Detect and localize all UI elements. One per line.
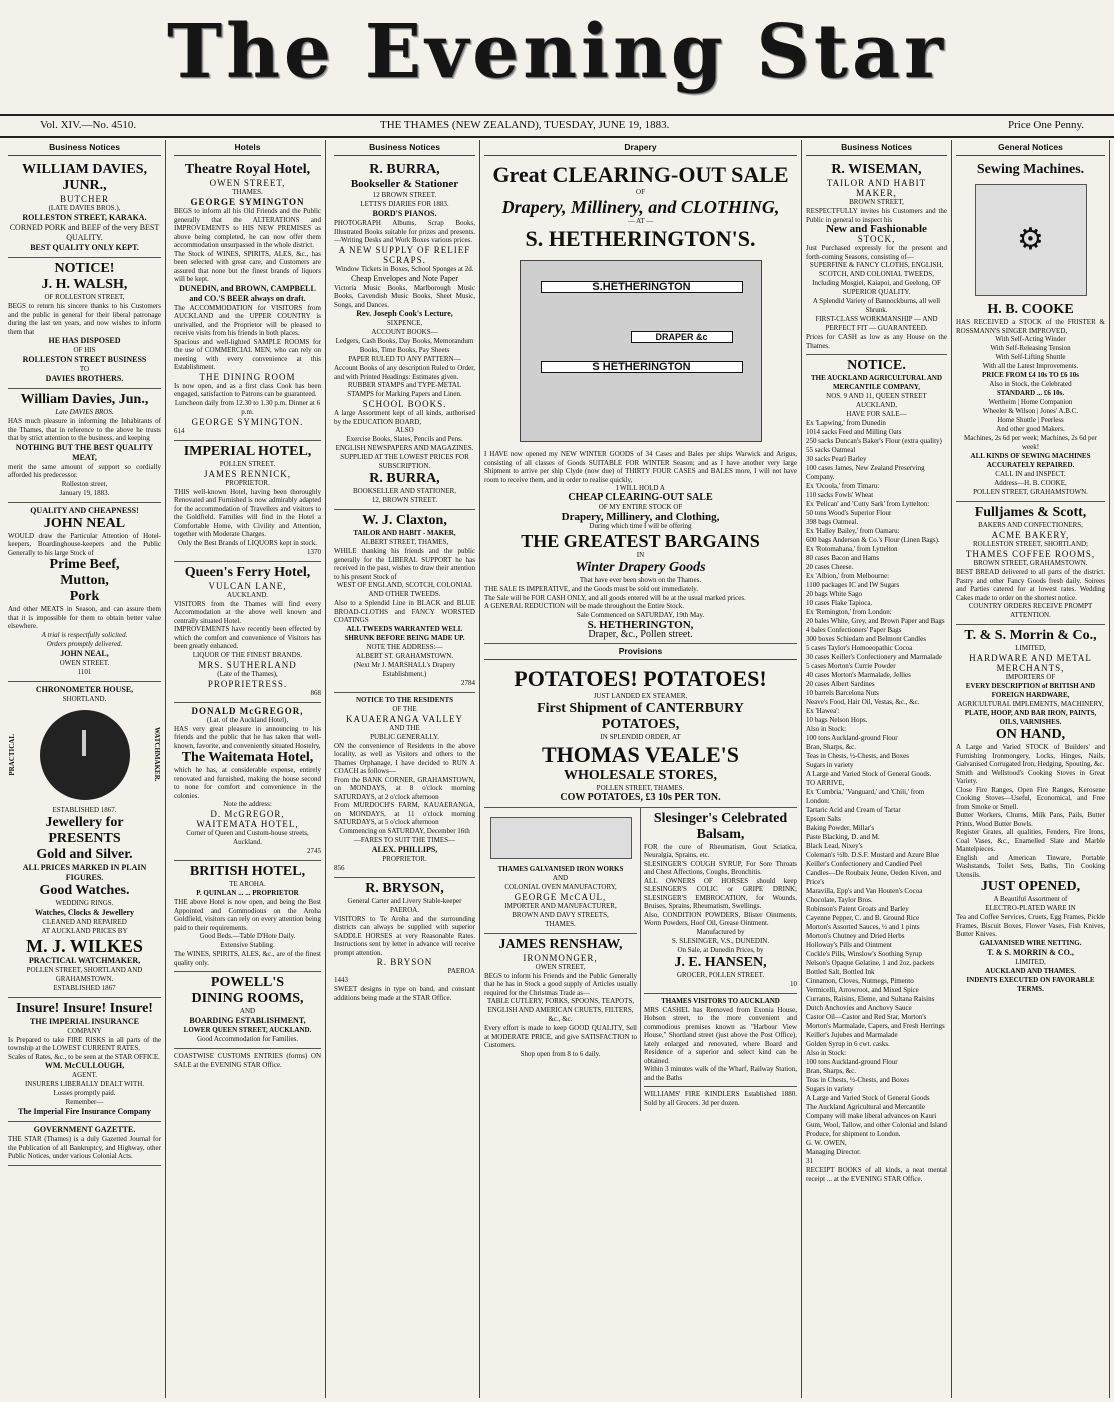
ad-williams-kindlers: WILLIAMS' FIRE KINDLERS Established 1880. Sold by all Grocers. 3d per dozen. (644, 1090, 797, 1107)
ad-theatre-royal-hotel: Theatre Royal Hotel, OWEN STREET, THAMES. GEORGE SYMINGTON BEGS to inform all his Old Friends and the Public generally that the ALTERATIONS and IMPROVEMENTS to HIS NEW PREMISES as above being completed, he can now offer them accommodation unsurpassed in the whole district. The Stock of WINES, SPIRITS, ALES, &c., has been selected with great care, and Customers are assured that none but the finest brands of liquors will be kept. DUNEDIN, and BROWN, CAMPBELL and CO.'S BEER always on draft. The ACCOMMODATION for VISITORS from AUCKLAND and the UPPER COUNTRY is unrivalled, and the Proprietor will be pleased to receive visits from his friends in both places. Spacious and well-lighted SAMPLE ROOMS for the use of COMMERCIAL MEN, who can rely on meeting with every convenience at this Establishment. THE DINING ROOM Is now open, and as a first class Cook has been engaged, satisfaction to Patrons can be guaranteed. Luncheon daily from 12.30 to 1.30 p.m. Dinner at 6 p.m. GEORGE SYMINGTON. 614 (174, 159, 321, 441)
stock-line: Cockle's Pills, Winslow's Soothing Syrup (806, 950, 922, 958)
stock-line: Chocolate, Taylor Bros. (806, 896, 873, 904)
provisions-heading: Provisions (484, 644, 797, 660)
stock-line: Ex 'Cumbria,' 'Vanguard,' and 'Chili,' from London: (806, 788, 925, 805)
stock-line: 30 cases Keiller's Confectionery and Marmalade (806, 653, 942, 661)
stock-line: Bottled Salt, Bottled Ink (806, 968, 875, 976)
column-2 (170, 140, 326, 1398)
column-6 (952, 140, 1110, 1398)
stock-line: Also in Stock: (806, 1049, 847, 1057)
ad-burra-bookseller: R. BURRA, Bookseller & Stationer 12 BROWN STREET. LETTS'S DIARIES FOR 1883. BORD'S PIANOS. PHOTOGRAPH Albums, Scrap Books, Illustrated Books suitable for prizes and presents.—Writing Desks and Work Boxes various prices. A NEW SUPPLY OF RELIEF SCRAPS. Window Tickets in Boxes, School Sponges at 2d. Cheap Envelopes and Note Paper Victoria Music Books, Marlborough Music Books, Cavendish Music Books, Sheet Music, Songs, and Dances. Rev. Joseph Cook's Lecture, SIXPENCE, ACCOUNT BOOKS— Ledgers, Cash Books, Day Books, Memorandum Books, Time Books, Pay Sheets PAPER RULED TO ANY PATTERN— Account Books of any description Ruled to Order, and with Printed Headings: Estimates given. RUBBER STAMPS and TYPE-METAL STAMPS for Marking Papers and Linen. SCHOOL BOOKS. A large Assortment kept of all kinds, authorised by the EDUCATION BOARD, ALSO Exercise Books, Slates, Pencils and Pens. ENGLISH NEWSPAPERS AND MAGAZINES. SUPPLIED AT THE LOWEST PRICES FOR SUBSCRIPTION. R. BURRA, BOOKSELLER AND STATIONER, 12, BROWN STREET. (334, 159, 475, 510)
ad-kauaeranga-coach: NOTICE TO THE RESIDENTS OF THE KAUAERANGA VALLEY AND THE PUBLIC GENERALLY. ON the convenience of Residents in the above locality, as well as Visitors and others to the Thames Orphanage, I have decided to RUN A COACH as follows— From the BANK CORNER, GRAHAMSTOWN, on MONDAYS, at 8 o'clock morning SATURDAYS, at 2 o'clock afternoon From MURDOCH'S FARM, KAUAERANGA, on MONDAYS, at 11 o'clock morning SATURDAYS, at 5 o'clock afternoon Commencing on SATURDAY, December 16th —FARES TO SUIT THE TIMES— ALEX. PHILLIPS, PROPRIETOR. 856 (334, 693, 475, 878)
stock-line: A Large and Varied Stock of General Goods (806, 1094, 930, 1102)
stock-line: Paste Blacking, D. and M. (806, 833, 880, 841)
stock-line: 10 barrels Barcelona Nuts (806, 689, 879, 697)
sewing-machine-icon: ⚙ (975, 184, 1087, 296)
stock-line: Ex 'Ocoola,' from Timaru: (806, 482, 880, 490)
ad-bryson-stables: R. BRYSON, General Carter and Livery Stable-keeper PAEROA. VISITORS to Te Aroha and the surrounding districts can always be supplied with superior SADDLE HORSES at very Reasonable Rates. Instructions sent by letter in advance will receive prompt attention. R. BRYSON PAEROA 1443 SWEET designs in type on band, and constant additions being made at the STAR Office. (334, 880, 475, 1002)
stock-line: Maravilla, Epp's and Van Houten's Cocoa (806, 887, 923, 895)
stock-line: Cayenne Pepper, C. and B. Ground Rice (806, 914, 920, 922)
stock-line: Coleman's ½lb. D.S.F. Mustard and Azure Blue (806, 851, 940, 859)
stock-line: The Auckland Agricultural and Mercantile Company will make liberal advances on Kauri Gum, Wool, Tallow, and other Colonial and Island Produce, for shipment to London. (806, 1103, 947, 1138)
ad-wiseman-tailor: R. WISEMAN, TAILOR AND HABIT MAKER, BROWN STREET, RESPECTFULLY invites his Customers and the Public in general to inspect his New and Fashionable STOCK, Just Purchased expressly for the present and forth-coming Seasons, consisting of— SUPERFINE & FANCY CLOTHS, ENGLISH, SCOTCH, AND COLONIAL TWEEDS, Including Mosgiel, Kaiapoi, and Geelong, OF SUPERIOR QUALITY. A Splendid Variety of Bannockburns, all well Shrunk. FIRST-CLASS WORKMANSHIP — AND PERFECT FIT — GUARANTEED. Prices for CASH as low as any House on the Thames. (806, 159, 947, 355)
ad-slesinger-balsam: Slesinger's Celebrated Balsam, FOR the cure of Rheumatism, Gout Sciatica, Neuralgia, Sprains, etc. SLESINGER'S COUGH SYRUP, For Sore Throats and Chest Affections, Coughs, Bronchitis. ALL OWNERS OF HORSES should keep SLESINGER'S COLIC or GRIPE DRINK; SLESINGER'S EMBROCATION, for Wounds, Bruises, Sprains, Rheumatism, Swellings. Also, CONDITION POWDERS, Blister Ointments, Worm Powders, Hoof Oil, Grease Ointment. Manufactured by S. SLESINGER, V.S., DUNEDIN. On Sale, at Dunedin Prices, by J. E. HANSEN, GROCER, POLLEN STREET. 10 (644, 808, 797, 994)
stock-line: 1014 sacks Feed and Milling Oats (806, 428, 902, 436)
stock-line: 20 cases Albert Sardines (806, 680, 875, 688)
stock-line: 50 tons Wood's Superior Flour (806, 509, 892, 517)
stock-line: 20 bags White Sago (806, 590, 863, 598)
stock-line: 100 tons Auckland-ground Flour (806, 1058, 898, 1066)
price: Price One Penny. (1008, 119, 1084, 131)
ad-walsh-notice: NOTICE! J. H. WALSH, OF ROLLESTON STREET, BEGS to return his sincere thanks to his Customers and the public in general for their liberal patronage during the last ten years, and now wishes to inform them that HE HAS DISPOSED OF HIS ROLLESTON STREET BUSINESS TO DAVIES BROTHERS. (8, 258, 161, 389)
stock-line: 398 bags Oatmeal. (806, 518, 859, 526)
stock-line: Morton's Marmalade, Capers, and Fresh Herrings (806, 1022, 945, 1030)
stock-line: 100 tons Auckland-ground Flour (806, 734, 898, 742)
stock-line: 4 bales Confectioners' Paper Bags (806, 626, 902, 634)
column-5 (802, 140, 952, 1398)
column-heading: Business Notices (8, 140, 161, 156)
ad-renshaw-ironmonger: JAMES RENSHAW, IRONMONGER, OWEN STREET, BEGS to inform his Friends and the Public Generally that he has in Stock a good supply of Articles usually required for the Christmas Trade as— TABLE CUTLERY, FORKS, SPOONS, TEAPOTS, ENGLISH AND AMERICAN CRUETS, FILTERS, &c., &c. Every effort is made to keep GOOD QUALITY, Sell at MODERATE PRICE, and give SATISFACTION to Customers. Shop open from 8 to 6 daily. (484, 936, 637, 1058)
column-4-right-half (641, 808, 797, 1112)
stock-line: 20 cases Cheese. (806, 563, 854, 571)
column-heading: Business Notices (806, 140, 947, 156)
stock-line: Morton's Chutney and Dried Herbs (806, 932, 905, 940)
ad-chronometer-house: CHRONOMETER HOUSE, SHORTLAND. PRACTICAL WATCHMAKER. ESTABLISHED 1867. Jewellery for PRESENTS Gold and Silver. ALL PRICES MARKED IN PLAIN FIGURES. Good Watches. WEDDING RINGS. Watches, Clocks & Jewellery CLEANED AND REPAIRED AT AUCKLAND PRICES BY M. J. WILKES PRACTICAL WATCHMAKER, POLLEN STREET, SHORTLAND AND GRAHAMSTOWN. ESTABLISHED 1867 (8, 682, 161, 998)
ad-imperial-insurance: Insure! Insure! Insure! THE IMPERIAL INSURANCE COMPANY Is Prepared to take FIRE RISKS in all parts of the township at the LOWEST CURRENT RATES. Scales of Rates, &c., to be seen at the STAR OFFICE. WM. McCULLOUGH, AGENT. INSURERS LIBERALLY DEALT WITH. Losses promptly paid. Remember— The Imperial Fire Insurance Company (8, 998, 161, 1123)
ad-morrin-hardware: T. & S. Morrin & Co., LIMITED, HARDWARE AND METAL MERCHANTS, IMPORTERS OF EVERY DESCRIPTION of BRITISH AND FOREIGN HARDWARE, AGRICULTURAL IMPLEMENTS, MACHINERY, PLATE, HOOP, AND BAR IRON, PAINTS, OILS, VARNISHES. ON HAND, A Large and Varied STOCK of Builders' and Furnishing Ironmongery, Locks, Hinges, Nails, Galvanised Corrugated Iron, Hedging, Spouting, &c. Smith and Wellstood's Cooking Stoves in Great Variety. Close Fire Ranges, Open Fire Ranges, Kerosene Cooking Stoves—Useful, Economical, and Free from Smoke or Smell. Butter Workers, Churns, Milk Pans, Pails, Butter Prints, Wood Butter Bowls. Register Grates, all qualities, Fenders, Fire Irons, Coal Vases, &c., Enamelled Slate and Marble Mantelpieces. English and American Tinware, Portable Washstands, Toilet Sets, Baths, Tin Cooking Utensils. JUST OPENED, A Beautiful Assortment of ELECTRO-PLATED WARE IN Tea and Coffee Services, Cruets, Egg Frames, Pickle Frames, Biscuit Boxes, Flower Vases, Fish Knives, Butter Knives. GALVANISED WIRE NETTING. T. & S. MORRIN & CO., LIMITED, AUCKLAND AND THAMES. INDENTS EXECUTED ON FAVORABLE TERMS. (956, 628, 1105, 993)
stock-line: G. W. OWEN, (806, 1139, 847, 1147)
ad-queens-ferry-hotel: Queen's Ferry Hotel, VULCAN LANE, AUCKLAND. VISITORS from the Thames will find every Accommodation at the above well known and centrally situated Hotel. IMPROVEMENTS have recently been effected by which the comfort and convenience of Visitors has been greatly enhanced. LIQUOR OF THE FINEST BRANDS. MRS. SUTHERLAND (Late of the Thames), PROPRIETRESS. 868 (174, 562, 321, 703)
stock-line: Managing Director. (806, 1148, 861, 1156)
ad-coastwise-customs: COASTWISE CUSTOMS ENTRIES (forms) ON SALE at the EVENING STAR Office. (174, 1052, 321, 1069)
stock-line: 80 cases Bacon and Hams (806, 554, 880, 562)
volume-number: Vol. XIV.—No. 4510. (40, 119, 137, 131)
stock-line: 20 bales White, Grey, and Brown Paper and Bags (806, 617, 945, 625)
stock-line: 55 sacks Oatmeal (806, 446, 856, 454)
ad-claxton-tailor: W. J. Claxton, TAILOR AND HABIT - MAKER, ALBERT STREET, THAMES, WHILE thanking his friends and the public generally for the LIBERAL SUPPORT he has received in the past, wishes to draw their attention to his present Stock of WEST OF ENGLAND, SCOTCH, COLONIAL AND OTHER TWEEDS. Also to a Splendid Line in BLACK and BLUE BROAD-CLOTHS and FANCY WORSTED COATINGS ALL TWEEDS WARRANTED WELL SHRUNK BEFORE BEING MADE UP. NOTE THE ADDRESS:— ALBERT ST. GRAHAMSTOWN. (Next Mr J. MARSHALL's Drapery Establishment.) 2784 (334, 510, 475, 693)
ad-hetherington-sale: Great CLEARING-OUT SALE OF Drapery, Millinery, and CLOTHING, — AT — S. HETHERINGTON'S. S.HETHERINGTON DRAPER &c S HETHERINGTON I HAVE now opened my NEW WINTER GOODS of 34 Cases and Bales per ships Warwick and Arigus, consisting of all classes of Goods SUITABLE FOR WINTER Season; and as I have another very large Shipment to arrive per ship Clyde (now due) of THIRTY FOUR CASES and BALES more, I will not have room to receive them, and in order to realise quickly, I WILL HOLD A CHEAP CLEARING-OUT SALE OF MY ENTIRE STOCK OF Drapery, Millinery, and Clothing, During which time I will be offering THE GREATEST BARGAINS IN Winter Drapery Goods That have ever been shown on the Thames. THE SALE IS IMPERATIVE, and the Goods must be sold out immediately. The Sale will be FOR CASH ONLY, and all goods entered will be at the usual marked prices. A GENERAL REDUCTION will be made throughout the Entire Stock. Sale Commenced on SATURDAY, 19th May. S. HETHERINGTON, Draper, &c., Pollen street. (484, 159, 797, 644)
newspaper-title: The Evening Star (167, 9, 947, 95)
agricultural-stock-list (806, 419, 947, 1183)
stock-line: 250 sacks Duncan's Baker's Flour (extra quality) (806, 437, 942, 445)
stock-line: 300 boxes Schiedam and Belmont Candles (806, 635, 926, 643)
column-heading: General Notices (956, 140, 1105, 156)
column-3 (330, 140, 480, 1398)
dateline (0, 114, 1114, 138)
stock-line: TO ARRIVE, (806, 779, 845, 787)
ad-veale-potatoes: POTATOES! POTATOES! JUST LANDED EX STEAMER, First Shipment of CANTERBURY POTATOES, IN SPLENDID ORDER, AT THOMAS VEALE'S WHOLESALE STORES, POLLEN STREET, THAMES. COW POTATOES, £3 10s PER TON. (484, 663, 797, 808)
receipt-books-notice: RECEIPT BOOKS of all kinds, a neat mental receipt ... at the EVENING STAR Office. (806, 1166, 947, 1183)
stock-line: Dutch Anchovies and Anchovy Sauce (806, 1004, 912, 1012)
stock-line: 600 bags Anderson & Co.'s Flour (Linen Bags). (806, 536, 940, 544)
stock-line: Bran, Sharps, &c. (806, 1067, 856, 1075)
ad-cooke-sewing-machines: Sewing Machines. ⚙ H. B. COOKE HAS RECEIVED a STOCK of the FRISTER & ROSSMANN'S SINGER IMPROVED, With Self-Acting Winder With Self-Releasing Tension With Self-Lifting Shuttle With all the Latest Improvements. PRICE FROM £4 10s TO £6 10s Also in Stock, the Celebrated STANDARD ... £6 10s. Wertheim | Home Companion Wheeler & Wilson | Jones' A.B.C. Home Shuttle | Peerless And other good Makers. Machines, 2s 6d per week; Machines, 2s 6d per week! ALL KINDS OF SEWING MACHINES ACCURATELY REPAIRED. CALL IN and INSPECT. Address—H. B. COOKE, POLLEN STREET, GRAHAMSTOWN. (956, 159, 1105, 502)
stock-line: Ex 'Hawea': (806, 707, 840, 715)
stock-line: Morton's Assorted Sauces, ½ and 1 pints (806, 923, 920, 931)
stock-line: Baking Powder, Millar's (806, 824, 875, 832)
stock-line: 100 cases James, New Zealand Preserving Company. (806, 464, 925, 481)
ad-waitemata-hotel: DONALD McGREGOR, (Lat. of the Auckland Hotel), HAS very great pleasure in announcing to his friends and the public that he has taken that well-known, favorite, and conveniently situated Hostelry, The Waitemata Hotel, which he has, at considerable expense, entirely renovated and furnished, making the house second to none for comfort and convenience in the colonies. Note the address: D. McGREGOR, WAITEMATA HOTEL, Corner of Queen and Custom-house streets, Auckland. 2745 (174, 703, 321, 862)
stock-line: Ex 'Lapwing,' from Dunedin (806, 419, 886, 427)
place-and-date: THE THAMES (NEW ZEALAND), TUESDAY, JUNE 19, 1883. (380, 119, 670, 131)
ad-davies-butcher: WILLIAM DAVIES, JUNR., BUTCHER (LATE DAVIES BROS.), ROLLESTON STREET, KARAKA. CORNED PORK and BEEF of the very BEST QUALITY. BEST QUALITY ONLY KEPT. (8, 159, 161, 258)
stock-line: 10 bags Nelson Hops. (806, 716, 868, 724)
ad-government-gazette: GOVERNMENT GAZETTE. THE STAR (Thames) is a duly Gazetted Journal for the Publication of all Bankruptcy, and Highway, other Public Notices, under various Colonial Acts. (8, 1122, 161, 1166)
stock-line: Golden Syrup in 6 cwt. casks. (806, 1040, 890, 1048)
stock-line: Epsom Salts (806, 815, 841, 823)
ad-fulljames-scott: Fulljames & Scott, BAKERS AND CONFECTIONERS, ACME BAKERY, ROLLESTON STREET, SHORTLAND; THAMES COFFEE ROOMS, BROWN STREET, GRAHAMSTOWN. BEST BREAD delivered to all parts of the district. Pastry and other Fancy Goods fresh daily. Soirees and Parties catered for at lowest rates. Wedding Cakes made to order on the shortest notice. COUNTRY ORDERS RECEIVE PROMPT ATTENTION. (956, 502, 1105, 625)
stock-line: Cinnamon, Cloves, Nutmegs, Pimento (806, 977, 914, 985)
iron-works-engraving (490, 817, 632, 859)
stock-line: Also in Stock: (806, 725, 847, 733)
stock-line: 5 cases Taylor's Homoeopathic Cocoa (806, 644, 913, 652)
column-4 (480, 140, 802, 1398)
stock-line: Ex 'Halley Bailey,' from Oamaru: (806, 527, 900, 535)
column-1 (4, 140, 166, 1398)
stock-line: Black Lead, Nixey's (806, 842, 863, 850)
stock-line: Bran, Sharps, &c. (806, 743, 856, 751)
stock-line: 40 cases Morton's Marmalade, Jellies (806, 671, 911, 679)
stock-line: Ex 'Albion,' from Melbourne: (806, 572, 890, 580)
column-heading: Business Notices (334, 140, 475, 156)
stock-line: Robinson's Patent Groats and Barley (806, 905, 909, 913)
ad-thames-visitors: THAMES VISITORS TO AUCKLAND MRS CASHEL has Removed from Exonia House, Hobson street, to the more convenient and commodious premises known as "Harbour View House," Shortland street (just above the Post Office), lately enlarged and renovated, where Board and Residence of a superior and select kind can be obtained. Within 3 minutes walk of the Wharf, Railway Station, and the Baths (644, 994, 797, 1088)
stock-line: Ex 'Pelican' and 'Cutty Sark' from Lyttelton: (806, 500, 930, 508)
stock-line: 110 sacks Fowls' Wheat (806, 491, 874, 499)
stock-line: Keiller's Confectionery and Candied Peel (806, 860, 922, 868)
ad-thames-iron-works: THAMES GALVANISED IRON WORKS AND COLONIAL OVEN MANUFACTORY, GEORGE McCAUL, IMPORTER AND MANUFACTURER, BROWN AND DAVY STREETS, THAMES. (484, 808, 637, 934)
stock-line: 31 (806, 1157, 813, 1165)
stock-line: Tartaric Acid and Cream of Tartar (806, 806, 901, 814)
stock-line: Ex 'Remington,' from London: (806, 608, 892, 616)
stock-line: Ex 'Rotomahana,' from Lyttelton (806, 545, 898, 553)
stock-line: Currants, Raisins, Eleme, and Sultana Raisins (806, 995, 935, 1003)
stock-line: Neave's Food, Hair Oil, Vestas, &c., &c. (806, 698, 920, 706)
column-heading: Hotels (174, 140, 321, 156)
stock-line: Nelson's Opaque Gelatine, 1 and 2oz. packets (806, 959, 934, 967)
stock-line: 30 sacks Pearl Barley (806, 455, 867, 463)
stock-line: A Large and Varied Stock of General Goods. (806, 770, 932, 778)
stock-line: Castor Oil—Castor and Red Star, Morton's (806, 1013, 927, 1021)
clock-icon (40, 710, 130, 800)
stock-line: Candles—De Roubaix Jeune, Oeden Kiven, and Price's (806, 869, 942, 886)
masthead (0, 0, 1114, 112)
ad-british-hotel: BRITISH HOTEL, TE AROHA. P. QUINLAN ... ... PROPRIETOR THE above Hotel is now open, and being the Best Appointed and Commodious on the Aroha Goldfield, visitors can rely on every attention being paid to their requirements. Good Beds.—Table D'Hote Daily. Extensive Stabling. The WINES, SPIRITS, ALES, &c., are of the finest quality only. (174, 861, 321, 972)
ad-davies-junior: William Davies, Jun., Late DAVIES BROS. HAS much pleasure in informing the Inhabitants of the Thames, that in reference to the above he trusts that by strict attention to the business, and keeping NOTHING BUT THE BEST QUALITY MEAT, merit the same amount of support so cordially afforded his predecessor. Rolleston street, January 19, 1883. (8, 389, 161, 503)
stock-line: 10 cases Flake Tapioca. (806, 599, 873, 607)
ad-auckland-agricultural-company: NOTICE. THE AUCKLAND AGRICULTURAL AND MERCANTILE COMPANY, NOS. 9 AND 11, QUEEN STREET AUCKLAND, HAVE FOR SALE— Ex 'Lapwing,' from Dunedin 1014 sacks Feed and Milling Oats 250 sacks Duncan's Baker's Flour (extra quality) 55 sacks Oatmeal 30 sacks Pearl Barley 100 cases James, New Zealand Preserving Company. Ex 'Ocoola,' from Timaru: 110 sacks Fowls' Wheat Ex 'Pelican' and 'Cutty Sark' from Lyttelton: 50 tons Wood's Superior Flour 398 bags Oatmeal. Ex 'Halley Bailey,' from Oamaru: 600 bags Anderson & Co.'s Flour (Linen Bags). Ex 'Rotomahana,' from Lyttelton 80 cases Bacon and Hams 20 cases Cheese. Ex 'Albion,' from Melbourne: 1100 packages IC and IW Sugars 20 bags White Sago 10 cases Flake Tapioca. Ex 'Remington,' from London: 20 bales White, Grey, and Brown Paper and Bags 4 bales Confectioners' Paper Bags 300 boxes Schiedam and Belmont Candles 5 cases Taylor's Homoeopathic Cocoa 30 cases Keiller's Confectionery and Marmalade 5 cases Morton's Currie Powder 40 cases Morton's Marmalade, Jellies 20 cases Albert Sardines 10 barrels Barcelona Nuts Neave's Food, Hair Oil, Vestas, &c., &c. Ex 'Hawea': 10 bags Nelson Hops. Also in Stock: 100 tons Auckland-ground Flour Bran, Sharps, &c. Teas in Chests, ½-Chests, and Boxes Sugars in variety A Large and Varied Stock of General Goods. TO ARRIVE, Ex 'Cumbria,' 'Vanguard,' and 'Chili,' from London: Tartaric Acid and Cream of Tartar Epsom Salts Baking Powder, Millar's Paste Blacking, D. and M. Black Lead, Nixey's Coleman's ½lb. D.S.F. Mustard and Azure Blue Keiller's Confectionery and Candied Peel Candles—De Roubaix Jeune, Oeden Kiven, and Price's Maravilla, Epp's and Van Houten's Cocoa Chocolate, Taylor Bros. Robinson's Patent Groats and Barley Cayenne Pepper, C. and B. Ground Rice Morton's Assorted Sauces, ½ and 1 pints Morton's Chutney and Dried Herbs Holloway's Pills and Ointment Cockle's Pills, Winslow's Soothing Syrup Nelson's Opaque Gelatine, 1 and 2oz. packets Bottled Salt, Bottled Ink Cinnamon, Cloves, Nutmegs, Pimento Vermicelli, Arrowroot, and Mixed Spice Currants, Raisins, Eleme, and Sultana Raisins Dutch Anchovies and Anchovy Sauce Castor Oil—Castor and Red Star, Morton's Morton's Marmalade, Capers, and Fresh Herrings Keiller's Jujubes and Marmalade Golden Syrup in 6 cwt. casks. Also in Stock: 100 tons Auckland-ground Flour Bran, Sharps, &c. Teas in Chests, ½-Chests, and Boxes Sugars in variety A Large and Varied Stock of General Goods The Auckland Agricultural and Mercantile Company will make liberal advances on Kauri Gum, Wool, Tallow, and other Colonial and Island Produce, for shipment to London. G. W. OWEN, Managing Director. 31 RECEIPT BOOKS of all kinds, a neat mental receipt ... at the EVENING STAR Office. (806, 358, 947, 1183)
stock-line: Vermicelli, Arrowroot, and Mixed Spice (806, 986, 919, 994)
ad-john-neal: QUALITY AND CHEAPNESS! JOHN NEAL WOULD draw the Particular Attention of Hotel-keepers, Boardinghouse-keepers and the Public Generally to his large Stock of Prime Beef, Mutton, Pork And other MEATS in Season, and can assure them that it is impossible for them to obtain better value elsewhere. A trial is respectfully solicited. Orders promptly delivered. JOHN NEAL, OWEN STREET. 1101 (8, 503, 161, 682)
stock-line: Teas in Chests, ½-Chests, and Boxes (806, 1076, 909, 1084)
column-4-left-half (484, 808, 641, 1112)
stock-line: Holloway's Pills and Ointment (806, 941, 892, 949)
ad-imperial-hotel: IMPERIAL HOTEL, POLLEN STREET. JAMES RENNICK, PROPRIETOR. THIS well-known Hotel, having been thoroughly Renovated and Furnished is now admirably adapted for the accommodation of Travellers and visitors to the Goldfield. Families will find in the Hotel a Comfortable Home, with Civility and Attention, together with Moderate Charges. Only the Best Brands of LIQUORS kept in stock. 1370 (174, 441, 321, 562)
stock-line: Teas in Chests, ½-Chests, and Boxes (806, 752, 909, 760)
stock-line: 1100 packages IC and IW Sugars (806, 581, 900, 589)
shop-engraving: S.HETHERINGTON DRAPER &c S HETHERINGTON (520, 260, 762, 442)
stock-line: Sugars in variety (806, 761, 854, 769)
column-heading: Drapery (484, 140, 797, 156)
stock-line: Sugars in variety (806, 1085, 854, 1093)
stock-line: 5 cases Morton's Currie Powder (806, 662, 896, 670)
stock-line: Keiller's Jujubes and Marmalade (806, 1031, 898, 1039)
ad-powells-dining-rooms: POWELL'S DINING ROOMS, AND BOARDING ESTABLISHMENT, LOWER QUEEN STREET, AUCKLAND. Good Accommodation for Families. (174, 972, 321, 1049)
